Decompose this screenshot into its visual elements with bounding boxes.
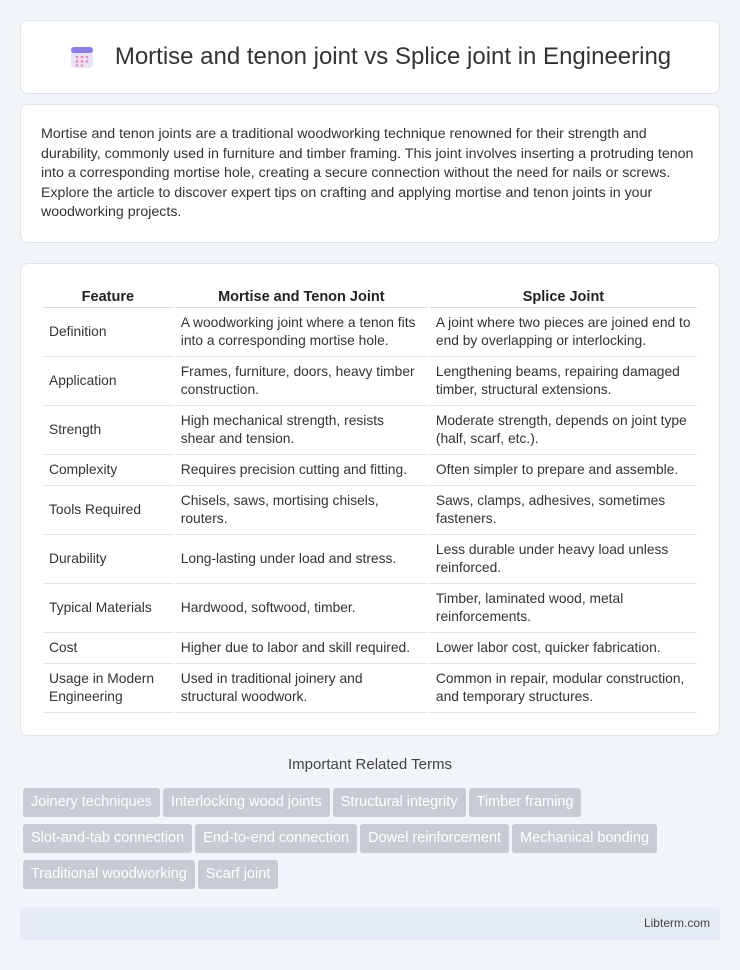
table-row [43, 535, 697, 584]
related-term-tag[interactable]: Dowel reinforcement [360, 824, 509, 853]
splice-cell: Common in repair, modular construction, and temporary structures. [430, 664, 697, 713]
related-term-tag[interactable]: Scarf joint [198, 860, 278, 889]
feature-cell: Cost [43, 633, 173, 664]
calendar-grid-icon [69, 44, 95, 70]
table-row [43, 584, 697, 633]
related-terms-section [0, 756, 740, 785]
feature-cell: Typical Materials [43, 584, 173, 633]
mortise-tenon-cell: Requires precision cutting and fitting. [175, 455, 428, 486]
table-row [43, 664, 697, 713]
table-header-row [43, 284, 697, 308]
mortise-tenon-cell: Long-lasting under load and stress. [175, 535, 428, 584]
header-card [20, 20, 720, 94]
related-terms-tags [23, 788, 723, 896]
splice-cell: Less durable under heavy load unless reinforced. [430, 535, 697, 584]
related-term-tag[interactable]: End-to-end connection [195, 824, 357, 853]
table-row [43, 357, 697, 406]
footer-text: Libterm.com [643, 916, 710, 930]
column-header: Feature [43, 284, 173, 308]
splice-cell: Saws, clamps, adhesives, sometimes fasteners. [430, 486, 697, 535]
related-term-tag[interactable]: Timber framing [469, 788, 582, 817]
splice-cell: Timber, laminated wood, metal reinforcements. [430, 584, 697, 633]
related-term-tag[interactable]: Slot-and-tab connection [23, 824, 192, 853]
related-term-tag[interactable]: Joinery techniques [23, 788, 160, 817]
related-term-tag[interactable]: Structural integrity [333, 788, 466, 817]
mortise-tenon-cell: High mechanical strength, resists shear and tension. [175, 406, 428, 455]
splice-cell: Lengthening beams, repairing damaged timber, structural extensions. [430, 357, 697, 406]
mortise-tenon-cell: Hardwood, softwood, timber. [175, 584, 428, 633]
comparison-table [41, 284, 699, 713]
mortise-tenon-cell: Chisels, saws, mortising chisels, routers. [175, 486, 428, 535]
mortise-tenon-cell: Higher due to labor and skill required. [175, 633, 428, 664]
intro-card [20, 104, 720, 243]
mortise-tenon-cell: A woodworking joint where a tenon fits into a corresponding mortise hole. [175, 308, 428, 357]
splice-cell: Moderate strength, depends on joint type (half, scarf, etc.). [430, 406, 697, 455]
footer [20, 907, 720, 940]
feature-cell: Durability [43, 535, 173, 584]
related-term-tag[interactable]: Interlocking wood joints [163, 788, 330, 817]
table-row [43, 308, 697, 357]
column-header: Mortise and Tenon Joint [175, 284, 428, 308]
page-title: Mortise and tenon joint vs Splice joint in Engineering [114, 43, 672, 70]
table-row [43, 455, 697, 486]
feature-cell: Definition [43, 308, 173, 357]
feature-cell: Strength [43, 406, 173, 455]
column-header: Splice Joint [430, 284, 697, 308]
table-row [43, 406, 697, 455]
table-row [43, 486, 697, 535]
feature-cell: Application [43, 357, 173, 406]
mortise-tenon-cell: Frames, furniture, doors, heavy timber construction. [175, 357, 428, 406]
related-term-tag[interactable]: Mechanical bonding [512, 824, 657, 853]
splice-cell: A joint where two pieces are joined end to end by overlapping or interlocking. [430, 308, 697, 357]
related-terms-title: Important Related Terms [288, 756, 452, 773]
feature-cell: Tools Required [43, 486, 173, 535]
feature-cell: Complexity [43, 455, 173, 486]
splice-cell: Often simpler to prepare and assemble. [430, 455, 697, 486]
splice-cell: Lower labor cost, quicker fabrication. [430, 633, 697, 664]
comparison-card [20, 263, 720, 736]
mortise-tenon-cell: Used in traditional joinery and structural woodwork. [175, 664, 428, 713]
related-term-tag[interactable]: Traditional woodworking [23, 860, 195, 889]
table-row [43, 633, 697, 664]
feature-cell: Usage in Modern Engineering [43, 664, 173, 713]
intro-text: Mortise and tenon joints are a traditional woodworking technique renowned for their strength and durability, commonly used in furniture and timber framing. This joint involves inserting a protruding tenon into a corresponding mortise hole, creating a secure connection without the need for nails or screws. Explore the article to discover expert tips on crafting and applying mortise and tenon joints in your woodworking projects. [41, 126, 694, 220]
